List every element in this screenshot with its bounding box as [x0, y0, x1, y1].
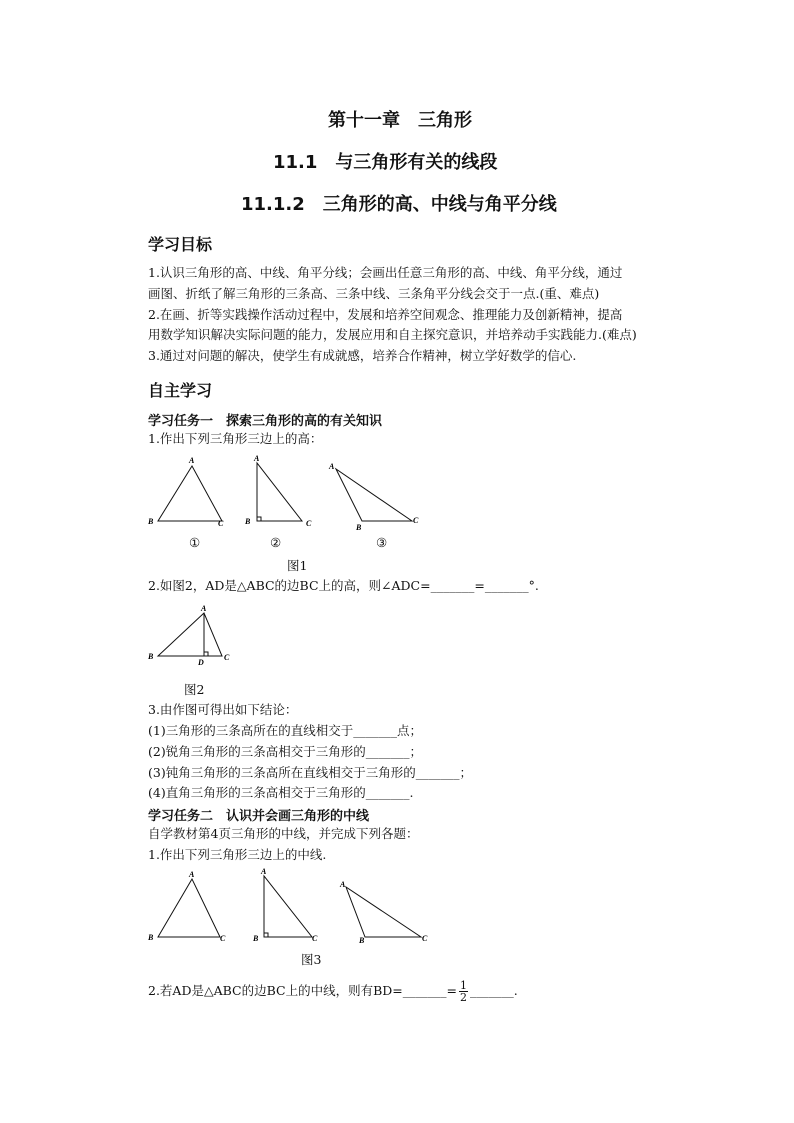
fraction-denominator: 2: [460, 991, 467, 1004]
label-A: A: [189, 456, 195, 465]
conclusion-3: (3)钝角三角形的三条高所在直线相交于三角形的_______；: [148, 765, 472, 780]
task2-q1: 1.作出下列三角形三边上的中线.: [148, 847, 327, 862]
objective-line: 用数学知识解决实际问题的能力，发展应用和自主探究意识，并培养动手实践能力.(难点): [148, 327, 637, 342]
fraction-half: [459, 980, 468, 1003]
fig2-caption: 图2: [184, 682, 205, 697]
figure-1: [140, 450, 440, 560]
label-A: A: [254, 454, 260, 463]
label-B: B: [359, 936, 365, 945]
label-B: B: [148, 652, 154, 661]
task2-q2-pre: 2.若AD是△ABC的边BC上的中线，则有BD=_______=: [148, 983, 457, 998]
label-D: D: [198, 658, 204, 667]
task2-intro: 自学教材第4页三角形的中线，并完成下列各题：: [148, 826, 419, 841]
label-A: A: [189, 870, 195, 879]
label-C: C: [413, 516, 419, 525]
subsection-title: 11.1.2 三角形的高、中线与角平分线: [241, 194, 557, 215]
label-C: C: [218, 519, 224, 528]
triangle-obtuse: [336, 469, 412, 521]
label-C: C: [220, 934, 226, 943]
fraction-numerator: 1: [460, 979, 467, 992]
figure-2: [140, 600, 250, 675]
task1-title: 学习任务一 探索三角形的高的有关知识: [148, 414, 383, 429]
label-B: B: [253, 934, 259, 943]
section-title: 11.1 与三角形有关的线段: [273, 152, 498, 173]
label-B: B: [245, 517, 251, 526]
label-C: C: [224, 653, 230, 662]
objectives-heading: 学习目标: [148, 235, 213, 254]
label-B: B: [356, 523, 362, 532]
label-C: C: [312, 934, 318, 943]
label-A: A: [201, 604, 207, 613]
label-A: A: [261, 867, 267, 876]
triangle-right: [257, 463, 302, 521]
fig3-caption: 图3: [301, 952, 322, 967]
label-A: A: [329, 462, 335, 471]
task1-q3: 3.由作图可得出如下结论：: [148, 702, 298, 717]
conclusion-2: (2)锐角三角形的三条高相交于三角形的_______；: [148, 744, 422, 759]
figure-3: [140, 865, 440, 955]
label-C: C: [422, 934, 428, 943]
right-angle-mark: [257, 517, 261, 521]
fig1-label-3: ③: [376, 535, 388, 550]
label-C: C: [306, 519, 312, 528]
label-B: B: [148, 517, 154, 526]
triangle-acute: [158, 466, 222, 521]
objective-line: 1.认识三角形的高、中线、角平分线；会画出任意三角形的高、中线、角平分线，通过: [148, 265, 623, 280]
task1-q2: 2.如图2，AD是△ABC的边BC上的高，则∠ADC=_______=_______°.: [148, 578, 539, 593]
task2-title: 学习任务二 认识并会画三角形的中线: [148, 809, 370, 824]
objective-line: 2.在画、折等实践操作活动过程中，发展和培养空间观念、推理能力及创新精神，提高: [148, 307, 623, 322]
task2-q2-post: _______.: [470, 983, 518, 998]
conclusion-4: (4)直角三角形的三条高相交于三角形的_______.: [148, 785, 414, 800]
fig1-label-2: ②: [270, 535, 282, 550]
chapter-title: 第十一章 三角形: [328, 110, 472, 131]
task1-q1: 1.作出下列三角形三边上的高：: [148, 431, 323, 446]
label-A: A: [340, 880, 346, 889]
objective-line: 3.通过对问题的解决，使学生有成就感，培养合作精神，树立学好数学的信心.: [148, 348, 577, 363]
conclusion-1: (1)三角形的三条高所在的直线相交于_______点；: [148, 723, 422, 738]
objective-line: 画图、折纸了解三角形的三条高、三条中线、三条角平分线会交于一点.(重、难点): [148, 286, 600, 301]
label-B: B: [148, 933, 154, 942]
fig1-label-1: ①: [189, 535, 201, 550]
task2-q2: [148, 980, 518, 1003]
self-study-heading: 自主学习: [148, 381, 213, 400]
fig1-caption: 图1: [287, 558, 308, 573]
